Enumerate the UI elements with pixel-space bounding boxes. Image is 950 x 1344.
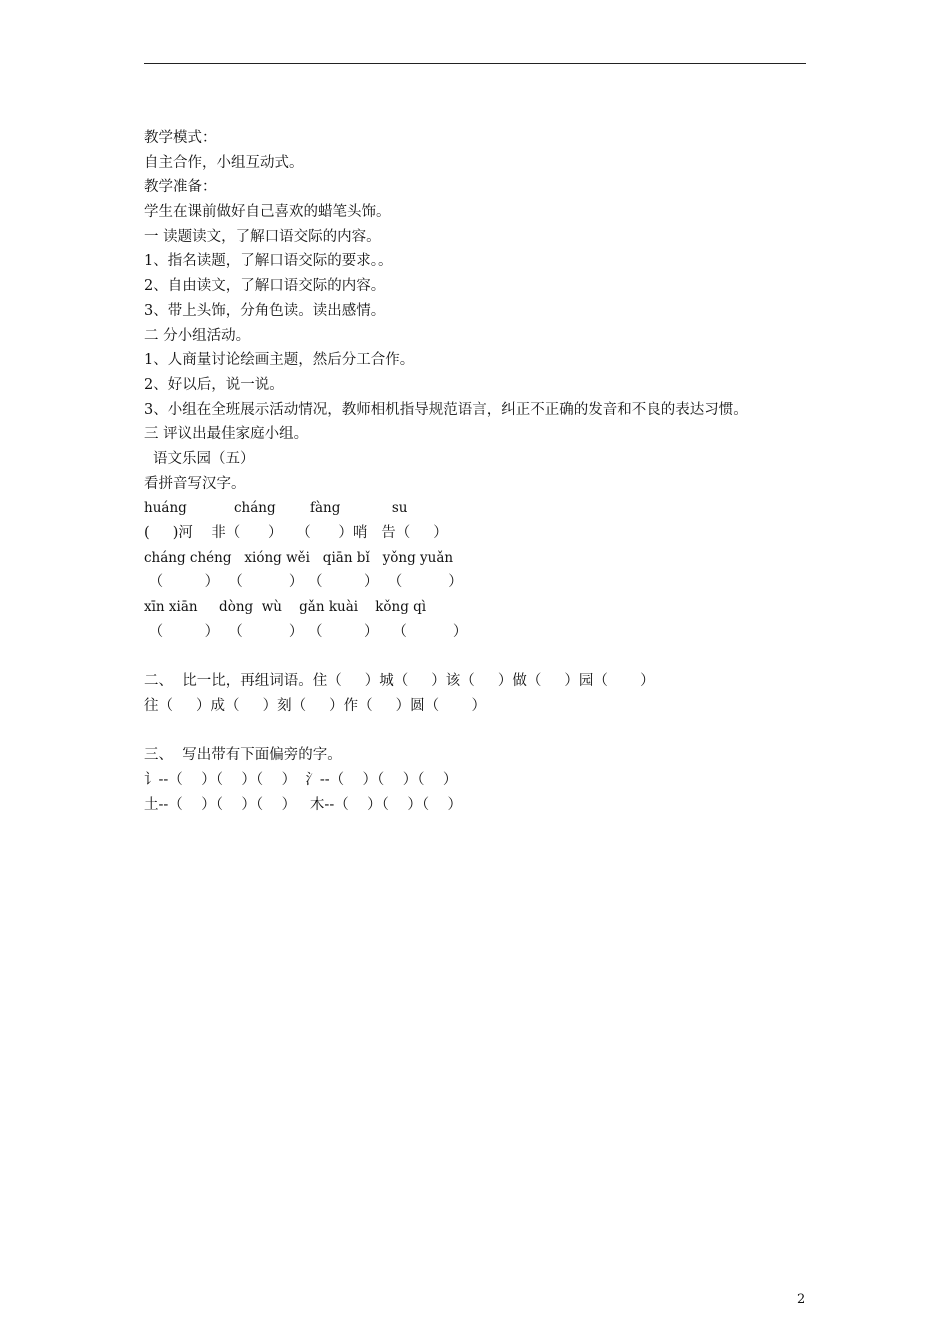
spacer bbox=[144, 644, 844, 669]
exercise-two-row-1: 二、 比一比，再组词语。住（ ）城（ ）该（ ）做（ ）园（ ） bbox=[144, 673, 655, 690]
step-two-item-2: 2、好以后，说一说。 bbox=[144, 376, 284, 393]
step-two-item-1: 1、人商量讨论绘画主题，然后分工合作。 bbox=[144, 352, 415, 369]
pinyin-row-1: huáng cháng fàng su bbox=[144, 500, 408, 517]
answer-row-1: ( )河 非（ ） （ ）哨 告（ ） bbox=[144, 525, 448, 541]
answer-row-3: （ ） （ ） （ ） （ ） bbox=[144, 623, 468, 640]
exercise-three-row-2: 土--（ ）（ ）（ ） 木--（ ）（ ）（ ） bbox=[144, 796, 463, 813]
step-one-heading: 一 读题读文，了解口语交际的内容。 bbox=[144, 228, 381, 245]
exercise-two-row-2: 往（ ）成（ ）刻（ ）作（ ）圆（ ） bbox=[144, 697, 486, 714]
preparation-description: 学生在课前做好自己喜欢的蜡笔头饰。 bbox=[144, 204, 391, 221]
exercise-three-row-1: 讠--（ ）（ ）（ ） 氵--（ ）（ ）（ ） bbox=[144, 771, 458, 788]
document-body bbox=[144, 126, 844, 817]
step-one-item-3: 3、带上头饰，分角色读。读出感情。 bbox=[144, 302, 386, 319]
section-label-mode: 教学模式： bbox=[144, 130, 217, 146]
garden-section-title: 语文乐园（五） bbox=[153, 450, 255, 467]
header-rule bbox=[144, 63, 806, 64]
spacer bbox=[144, 719, 844, 744]
mode-description: 自主合作，小组互动式。 bbox=[144, 154, 304, 171]
answer-row-2: （ ） （ ） （ ） （ ） bbox=[144, 574, 463, 591]
page-number: 2 bbox=[797, 1292, 806, 1307]
step-two-item-3: 3、小组在全班展示活动情况，教师相机指导规范语言，纠正不正确的发音和不良的表达习惯。 bbox=[144, 401, 748, 418]
pinyin-row-2: cháng chéng xióng wěi qiān bǐ yǒng yuǎn bbox=[144, 549, 454, 566]
step-two-heading: 二 分小组活动。 bbox=[144, 327, 251, 344]
step-three-heading: 三 评议出最佳家庭小组。 bbox=[144, 426, 309, 443]
step-one-item-2: 2、自由读文，了解口语交际的内容。 bbox=[144, 278, 386, 295]
pinyin-row-3: xīn xiān dòng wù gǎn kuài kǒng qì bbox=[144, 599, 427, 616]
exercise-one-instruction: 看拼音写汉字。 bbox=[144, 475, 246, 492]
exercise-three-heading: 三、 写出带有下面偏旁的字。 bbox=[144, 747, 342, 764]
section-label-preparation: 教学准备： bbox=[144, 179, 217, 196]
step-one-item-1: 1、指名读题，了解口语交际的要求。。 bbox=[144, 253, 393, 270]
